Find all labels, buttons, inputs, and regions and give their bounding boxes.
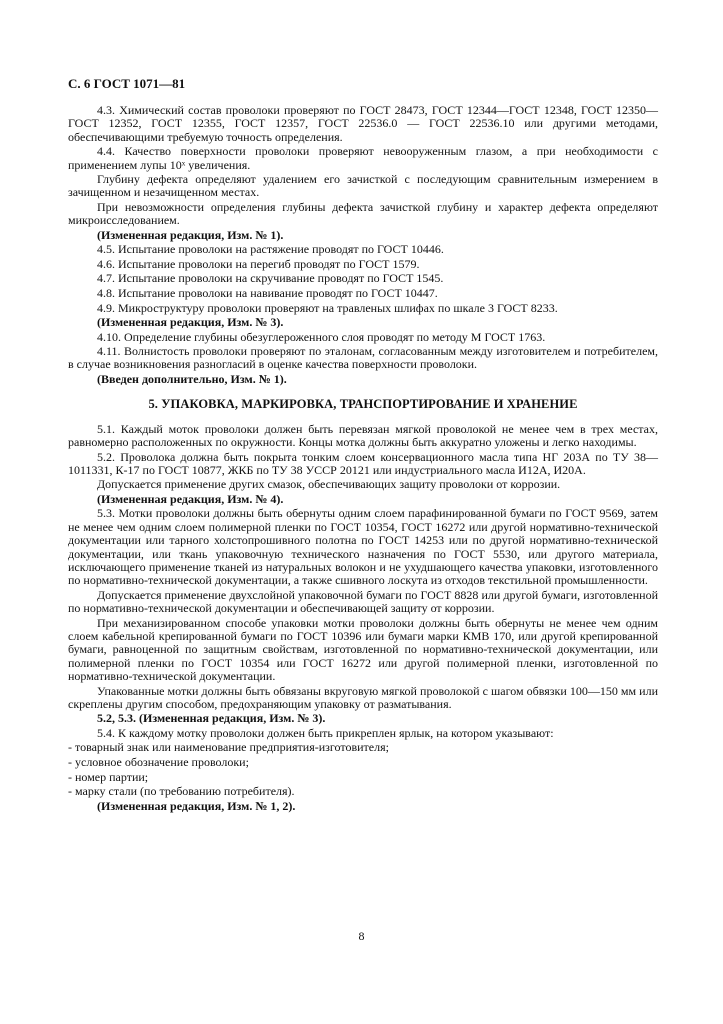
list-item: - условное обозначение проволоки; [68, 754, 249, 769]
list-item: - марку стали (по требованию потребителя). [68, 784, 295, 799]
amendment-note: (Измененная редакция, Изм. № 4). [97, 491, 284, 506]
paragraph-mechanized-packing: При механизированном способе упаковки мотки проволоки должны быть обернуты не менее чем одним слоем кабельной крепированной бумаги по ГОСТ 10396 или бумаги марки КМВ 170, или другой крепированной бумаги, равноценной по защитным свойствам, изготовленной по нормативно-технической документации, или полимерной пленки по ГОСТ 10354 или ГОСТ 16272 или другой полимерной пленки, изготовленной по нормативно-технической документации. [68, 615, 658, 683]
amendment-note: (Измененная редакция, Изм. № 1, 2). [97, 798, 296, 813]
paragraph-4-9: 4.9. Микроструктуру проволоки проверяют на травленых шлифах по шкале 3 ГОСТ 8233. [97, 300, 558, 315]
paragraph-two-layer-paper: Допускается применение двухслойной упаковочной бумаги по ГОСТ 8828 или другой бумаги, изготовленной по нормативно-технической документации и обеспечивающей защиту от коррозии. [68, 587, 658, 616]
paragraph-binding: Упакованные мотки должны быть обвязаны вкруговую мягкой проволокой с шагом обвязки 100—150 мм или скреплены другим способом, предохраняющим упаковку от разматывания. [68, 683, 658, 711]
paragraph-4-4: 4.4. Качество поверхности проволоки проверяют невооруженным глазом, а при необходимости с применением лупы 10ˣ увеличения. [68, 144, 658, 172]
list-item: - товарный знак или наименование предприятия-изготовителя; [68, 740, 389, 755]
amendment-note: 5.2, 5.3. (Измененная редакция, Изм. № 3). [97, 711, 326, 726]
section-title: 5. УПАКОВКА, МАРКИРОВКА, ТРАНСПОРТИРОВАНИЕ И ХРАНЕНИЕ [148, 397, 578, 412]
amendment-note: (Измененная редакция, Изм. № 3). [97, 315, 284, 330]
amendment-note: (Измененная редакция, Изм. № 1). [97, 227, 284, 242]
paragraph-defect-depth: Глубину дефекта определяют удалением его зачисткой с последующим сравнительным измерением в зачищенном и незачищенном местах. [68, 172, 658, 200]
paragraph-5-1: 5.1. Каждый моток проволоки должен быть перевязан мягкой проволокой не менее чем в трех местах, равномерно расположенных по окружности. Концы мотка должны быть аккуратно уложены и легко находимы. [68, 421, 658, 449]
paragraph-4-5: 4.5. Испытание проволоки на растяжение проводят по ГОСТ 10446. [97, 242, 444, 257]
amendment-note: (Введен дополнительно, Изм. № 1). [97, 371, 287, 386]
paragraph-4-11: 4.11. Волнистость проволоки проверяют по эталонам, согласованным между изготовителем и потребителем, в случае возникновения разногласий в оценке качества поверхности проволоки. [68, 344, 658, 372]
page-header: С. 6 ГОСТ 1071—81 [68, 76, 186, 91]
paragraph-4-8: 4.8. Испытание проволоки на навивание проводят по ГОСТ 10447. [97, 285, 438, 300]
paragraph-4-3: 4.3. Химический состав проволоки проверяют по ГОСТ 28473, ГОСТ 12344—ГОСТ 12348, ГОСТ 12350—ГОСТ 12352, ГОСТ 12355, ГОСТ 12357, ГОСТ 22536.0 — ГОСТ 22536.10 или другими методами, обеспечивающими требуемую точность определения. [68, 103, 658, 144]
paragraph-5-2: 5.2. Проволока должна быть покрыта тонким слоем консервационного масла типа НГ 203А по ТУ 38—1011331, К-17 по ГОСТ 10877, ЖКБ по ТУ 38 УССР 20121 или индустриального масла И12А, И20А. [68, 449, 658, 477]
document-body [68, 104, 658, 814]
paragraph-4-7: 4.7. Испытание проволоки на скручивание проводят по ГОСТ 1545. [97, 271, 444, 286]
page-number: 8 [358, 929, 365, 943]
paragraph-micro-analysis: При невозможности определения глубины дефекта зачисткой глубину и характер дефекта определяют микроисследованием. [68, 199, 658, 228]
paragraph-4-10: 4.10. Определение глубины обезуглероженного слоя проводят по методу М ГОСТ 1763. [97, 329, 546, 344]
paragraph-5-4: 5.4. К каждому мотку проволоки должен быть прикреплен ярлык, на котором указывают: [97, 725, 554, 740]
paragraph-lubricants: Допускается применение других смазок, обеспечивающих защиту проволоки от коррозии. [97, 477, 561, 492]
paragraph-4-6: 4.6. Испытание проволоки на перегиб проводят по ГОСТ 1579. [97, 256, 420, 271]
list-item: - номер партии; [68, 769, 149, 784]
paragraph-5-3: 5.3. Мотки проволоки должны быть обернуты одним слоем парафинированной бумаги по ГОСТ 9569, затем не менее чем одним слоем полимерной пленки по ГОСТ 10354, ГОСТ 16272 или другой нормативно-технической документации или тарного холстопрошивного полотна по ГОСТ 14253 или по другой нормативно-технической документации, или ткань упаковочную технического назначения по ГОСТ 5530, или другого материала, исключающего применение тканей из натуральных волокон и не ухудшающего качества упаковки, изготовленного по нормативно-технической документации, а также сшивного лоскута из отходов текстильной промышленности. [68, 506, 658, 588]
